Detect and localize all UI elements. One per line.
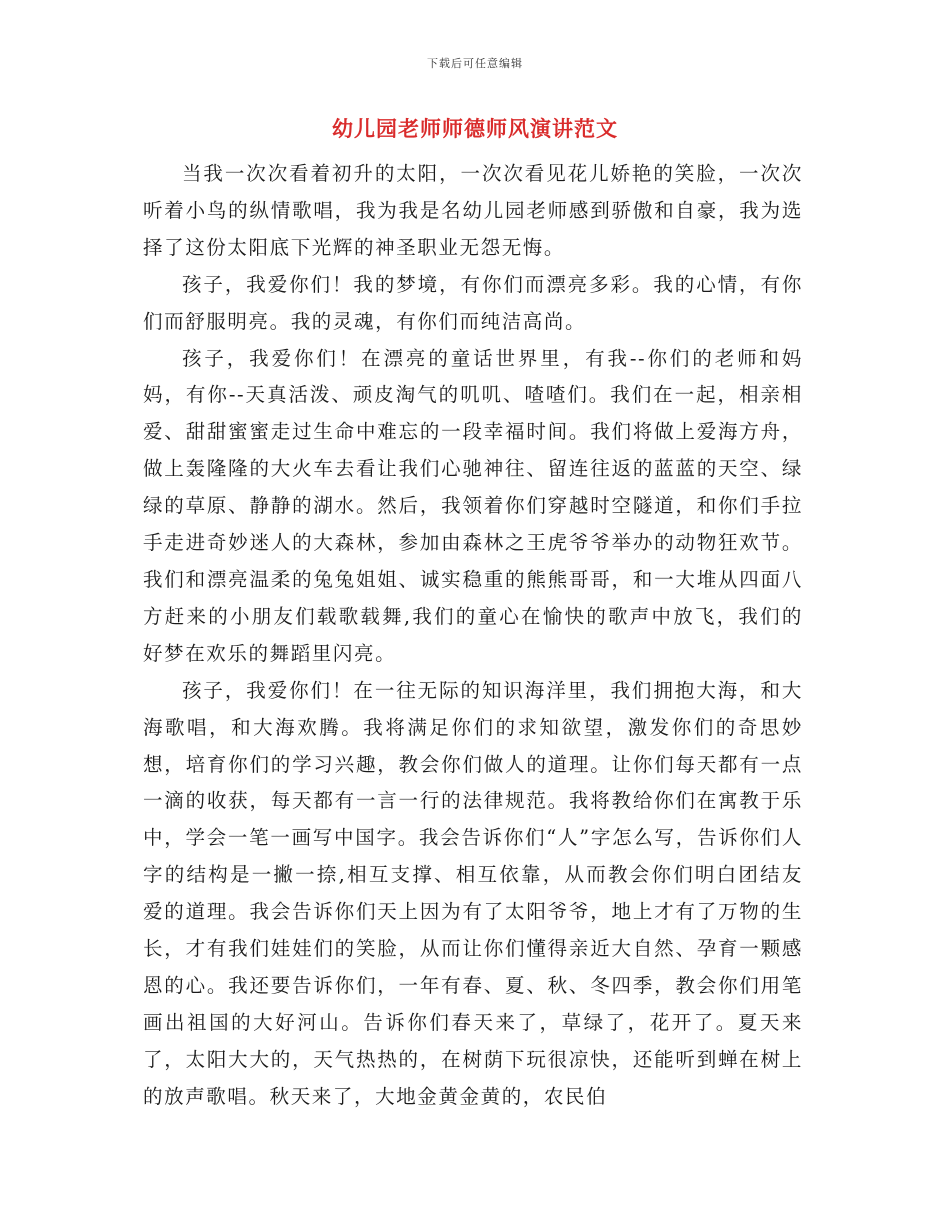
paragraph: 孩子，我爱你们！在一往无际的知识海洋里，我们拥抱大海，和大海歌唱，和大海欢腾。我将满足你们的求知欲望，激发你们的奇思妙想，培育你们的学习兴趣，教会你们做人的道理。让你们每天都有一点一滴的收获，每天都有一言一行的法律规范。我将教给你们在寓教于乐中，学会一笔一画写中国字。我会告诉你们“人”字怎么写，告诉你们人字的结构是一撇一捺,相互支撑、相互依靠，从而教会你们明白团结友爱的道理。我会告诉你们天上因为有了太阳爷爷，地上才有了万物的生长，才有我们娃娃们的笑脸，从而让你们懂得亲近大自然、孕育一颗感恩的心。我还要告诉你们，一年有春、夏、秋、冬四季，教会你们用笔画出祖国的大好河山。告诉你们春天来了，草绿了，花开了。夏天来了，太阳大大的，天气热热的，在树荫下玩很凉快，还能听到蝉在树上的放声歌唱。秋天来了，大地金黄金黄的，农民伯 (143, 678, 803, 1108)
paragraph: 孩子，我爱你们！我的梦境，有你们而漂亮多彩。我的心情，有你们而舒服明亮。我的灵魂，有你们而纯洁高尚。 (143, 272, 803, 333)
document-title: 幼儿园老师师德师风演讲范文 (332, 116, 618, 141)
document-body (143, 156, 803, 1116)
paragraph: 当我一次次看着初升的太阳，一次次看见花儿娇艳的笑脸，一次次听着小鸟的纵情歌唱，我为我是名幼儿园老师感到骄傲和自豪，我为选择了这份太阳底下光辉的神圣职业无怨无悔。 (143, 162, 803, 259)
header-note: 下载后可任意编辑 (427, 57, 523, 70)
paragraph: 孩子，我爱你们！在漂亮的童话世界里，有我--你们的老师和妈妈，有你--天真活泼、顽皮淘气的叽叽、喳喳们。我们在一起，相亲相爱、甜甜蜜蜜走过生命中难忘的一段幸福时间。我们将做上爱海方舟，做上轰隆隆的大火车去看让我们心驰神往、留连往返的蓝蓝的天空、绿绿的草原、静静的湖水。然后，我领着你们穿越时空隧道，和你们手拉手走进奇妙迷人的大森林，参加由森林之王虎爷爷举办的动物狂欢节。我们和漂亮温柔的兔兔姐姐、诚实稳重的熊熊哥哥，和一大堆从四面八方赶来的小朋友们载歌载舞,我们的童心在愉快的歌声中放飞，我们的好梦在欢乐的舞蹈里闪亮。 (143, 346, 803, 665)
